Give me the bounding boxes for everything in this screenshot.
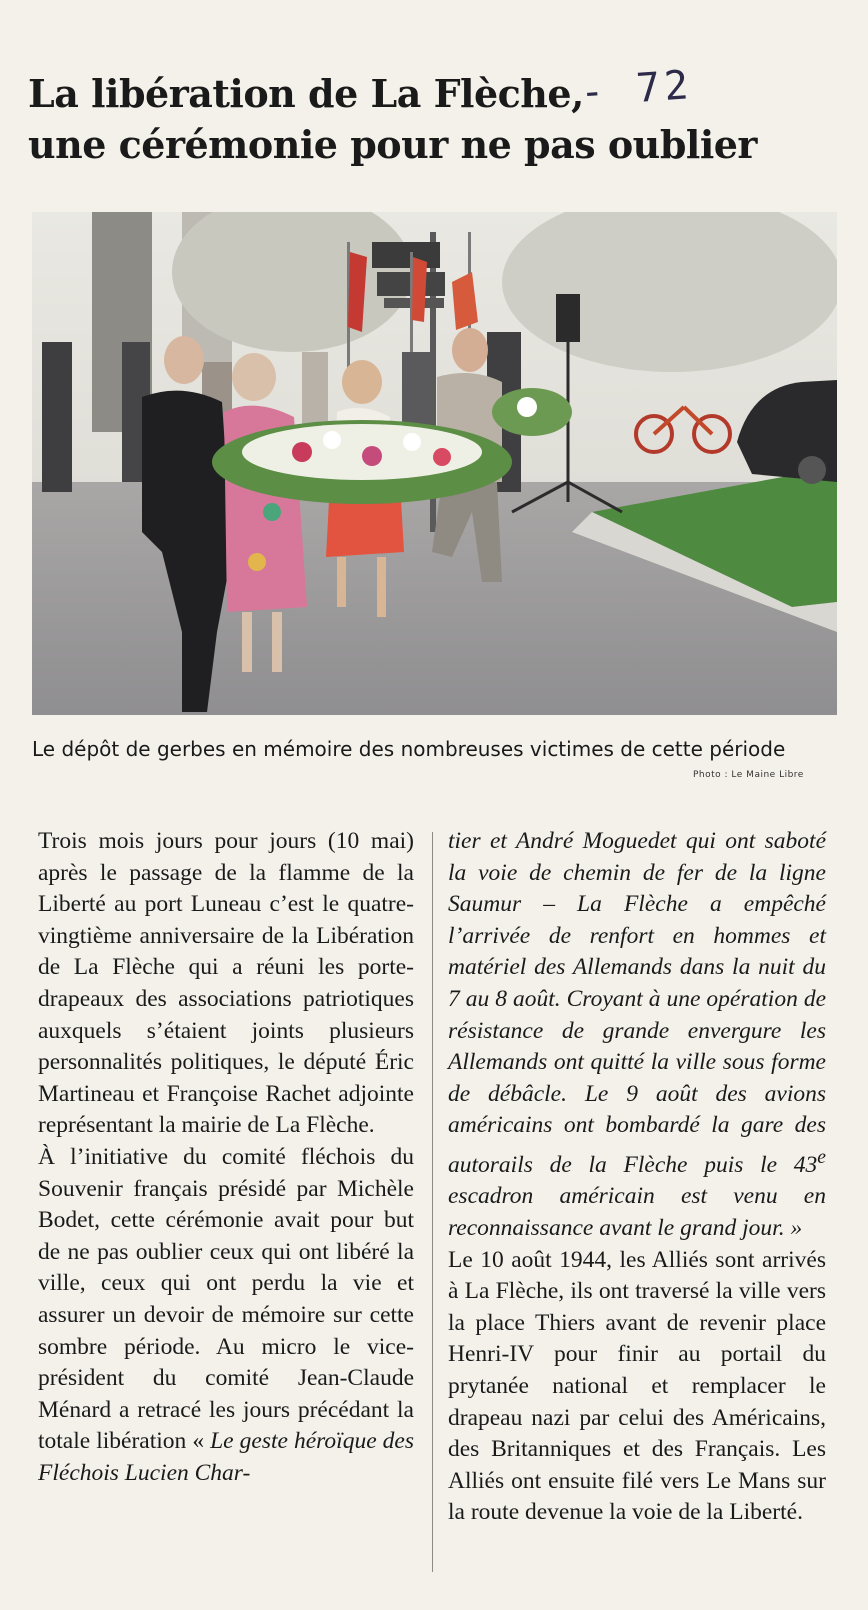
quote-text: Le geste héroïque des Fléchois Lucien Char- (38, 1428, 414, 1486)
article-photo (32, 212, 837, 715)
article-column-left (38, 826, 414, 1489)
quote-continuation (448, 826, 826, 1245)
column-divider (432, 832, 433, 1572)
paragraph-2-text: À l’initiative du comité fléchois du Souvenir français présidé par Michèle Bodet, cette cérémonie avait pour but de ne pas oublier ceux qui ont libéré la ville, ceux qui ont perdu la vie et assurer un devoir de mémoire sur cette sombre période. Au micro le vice-président du comité Jean-Claude Ménard a retracé les jours précédant la totale libération « (38, 1143, 414, 1455)
quote-continuation-text: tier et André Moguedet qui ont saboté la voie de chemin de fer de la ligne Saumur – La Flèche a empêché l’arrivée de renfort en hommes et matériel des Allemands dans la nuit du 7 au 8 août. Croyant à une opération de résistance de grande envergure les Allemands ont quitté la ville sous forme de débâcle. Le 9 août des avions américains ont bombardé la gare des autorails de la Flèche puis le 43 (448, 828, 826, 1178)
headline-line-2: une cérémonie pour ne pas oublier (28, 122, 757, 167)
article-column-right (448, 826, 826, 1529)
paragraph-3: Le 10 août 1944, les Alliés sont arrivés à La Flèche, ils ont traversé la ville vers la place Thiers avant de revenir place Henri-IV pour finir au portail du prytanée national et remplacer le drapeau nazi par celui des Américains, des Britanniques et des Français. Les Alliés ont ensuite filé vers Le Mans sur la route devenue la voie de la Liberté. (448, 1246, 826, 1526)
photo-credit: Photo : Le Maine Libre (693, 770, 804, 780)
handwritten-annotation: - 72 (578, 62, 694, 116)
headline-line-1: La libération de La Flèche, (28, 71, 584, 116)
ordinal-superscript: e (817, 1146, 826, 1168)
paragraph-2 (38, 1142, 414, 1490)
quote-continuation-end: escadron américain est venu en reconnaissance avant le grand jour. » (448, 1183, 826, 1241)
photo-caption: Le dépôt de gerbes en mémoire des nombreuses victimes de cette période (32, 737, 786, 761)
ceremony-photo-illustration (32, 212, 837, 715)
paragraph-1: Trois mois jours pour jours (10 mai) après le passage de la flamme de la Liberté au port Luneau c’est le quatre-vingtième anniversaire de la Libération de La Flèche qui a réuni les porte-drapeaux des associations patriotiques auxquels s’étaient joints plusieurs personnalités politiques, le député Éric Martineau et Françoise Rachet adjointe représentant la mairie de La Flèche. (38, 828, 414, 1139)
